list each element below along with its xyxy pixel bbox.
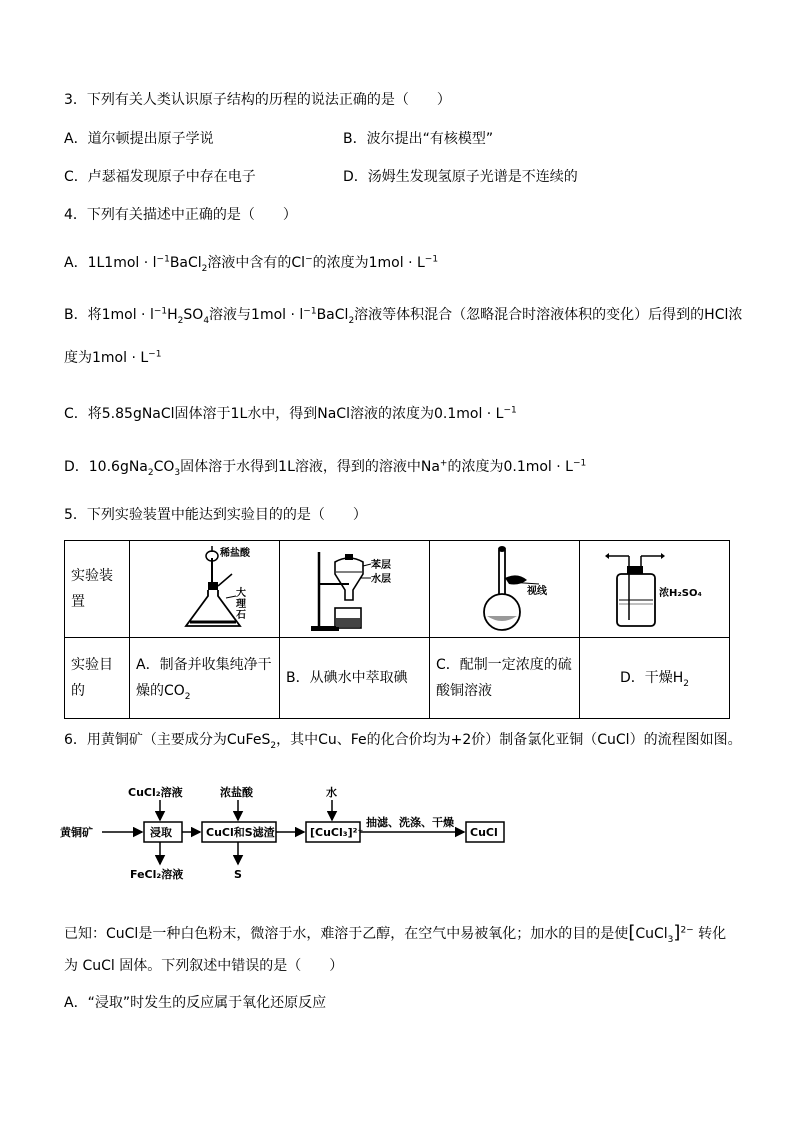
flow-input-2: 浓盐酸 [220, 786, 253, 799]
q3-stem: 3．下列有关人类认识原子结构的历程的说法正确的是（ ） [64, 92, 451, 108]
svg-text:理: 理 [235, 599, 246, 610]
flow-output-1: FeCl₂溶液 [130, 868, 184, 881]
q5-stem: 5．下列实验装置中能达到实验目的的是（ ） [64, 507, 367, 523]
apparatus-b-cell [280, 541, 430, 638]
apparatus-d-cell [580, 541, 730, 638]
q4-option-b-cont: 度为$1mol \cdot L^{-1}$ [64, 349, 162, 366]
flow-step-label: 抽滤、洗涤、干燥 [366, 816, 454, 829]
svg-text:苯层: 苯层 [370, 560, 391, 571]
apparatus-c-cell [430, 541, 580, 638]
q6-known: 已知：CuCl是一种白色粉末，微溶于水，难溶于乙醇，在空气中易被氧化；加水的目的是使[CuCl$_3$]$^{2-}$ 转化 [64, 922, 727, 945]
q4-option-c: C．将5.85gNaCl固体溶于1L水中，得到NaCl溶液的浓度为$0.1mol \cdot L^{-1}$ [64, 405, 517, 422]
q4-option-a: A．$1L1mol \cdot l^{-1}BaCl_2$溶液中含有的Cl−的浓度为$1mol \cdot L^{-1}$ [64, 254, 439, 274]
purpose-b: B．从碘水中萃取碘 [280, 638, 430, 719]
separatory-funnel-image [305, 544, 405, 634]
purpose-c: C．配制一定浓度的硫酸铜溶液 [430, 638, 580, 719]
q6-option-a: A．“浸取”时发生的反应属于氧化还原反应 [64, 995, 327, 1011]
row-header-purpose: 实验目的 [65, 638, 130, 719]
q3-option-c: C．卢瑟福发现原子中存在电子 [64, 169, 256, 185]
q4-option-b: B．将$1mol \cdot l^{-1}H_2SO_4$溶液与$1mol \cdot l^{-1}BaCl_2$溶液等体积混合（忽略混合时溶液体积的变化）后得到的HCl浓 [64, 306, 743, 326]
process-flow-diagram [60, 780, 530, 890]
experiment-table [64, 540, 730, 719]
q6-stem: 6．用黄铜矿（主要成分为CuFeS$_2$，其中Cu、Fe的化合价均为+2价）制备氯化亚铜（CuCl）的流程图如图。 [64, 732, 742, 751]
svg-text:视线: 视线 [526, 586, 547, 597]
flow-output-2: S [234, 868, 242, 881]
gas-washing-bottle-image [605, 544, 705, 634]
q4-option-d: D．$10.6gNa_2CO_3$固体溶于水得到1L溶液，得到的溶液中Na+的浓度为$0.1mol \cdot L^{-1}$ [64, 458, 587, 478]
row-header-apparatus: 实验装置 [65, 541, 130, 638]
q3-option-b: B．波尔提出“有核模型” [343, 131, 494, 147]
apparatus-a-cell [130, 541, 280, 638]
svg-text:CuCl: CuCl [470, 826, 498, 839]
svg-text:石: 石 [235, 610, 246, 621]
purpose-a: A．制备并收集纯净干燥的$CO_2$ [130, 638, 280, 719]
svg-text:稀盐酸: 稀盐酸 [219, 548, 250, 559]
flow-input-3: 水 [326, 786, 337, 799]
q4-stem: 4．下列有关描述中正确的是（ ） [64, 207, 297, 223]
svg-text:CuCl和S滤渣: CuCl和S滤渣 [206, 826, 275, 839]
flow-start-label: 黄铜矿 [60, 826, 93, 839]
flow-input-1: CuCl₂溶液 [128, 786, 183, 799]
q6-known-cont: 为 CuCl 固体。下列叙述中错误的是（ ） [64, 958, 344, 974]
flask-apparatus-image [150, 544, 260, 634]
volumetric-flask-image [455, 544, 555, 634]
purpose-d: D．干燥$H_2$ [580, 638, 730, 719]
q3-option-a: A．道尔顿提出原子学说 [64, 131, 214, 147]
svg-text:水层: 水层 [370, 574, 391, 585]
svg-text:浸取: 浸取 [150, 826, 172, 839]
q3-option-d: D．汤姆生发现氢原子光谱是不连续的 [343, 169, 578, 185]
svg-text:[CuCl₃]²⁻: [CuCl₃]²⁻ [310, 826, 364, 839]
svg-text:大: 大 [235, 588, 246, 599]
svg-text:浓H₂SO₄: 浓H₂SO₄ [658, 588, 702, 599]
